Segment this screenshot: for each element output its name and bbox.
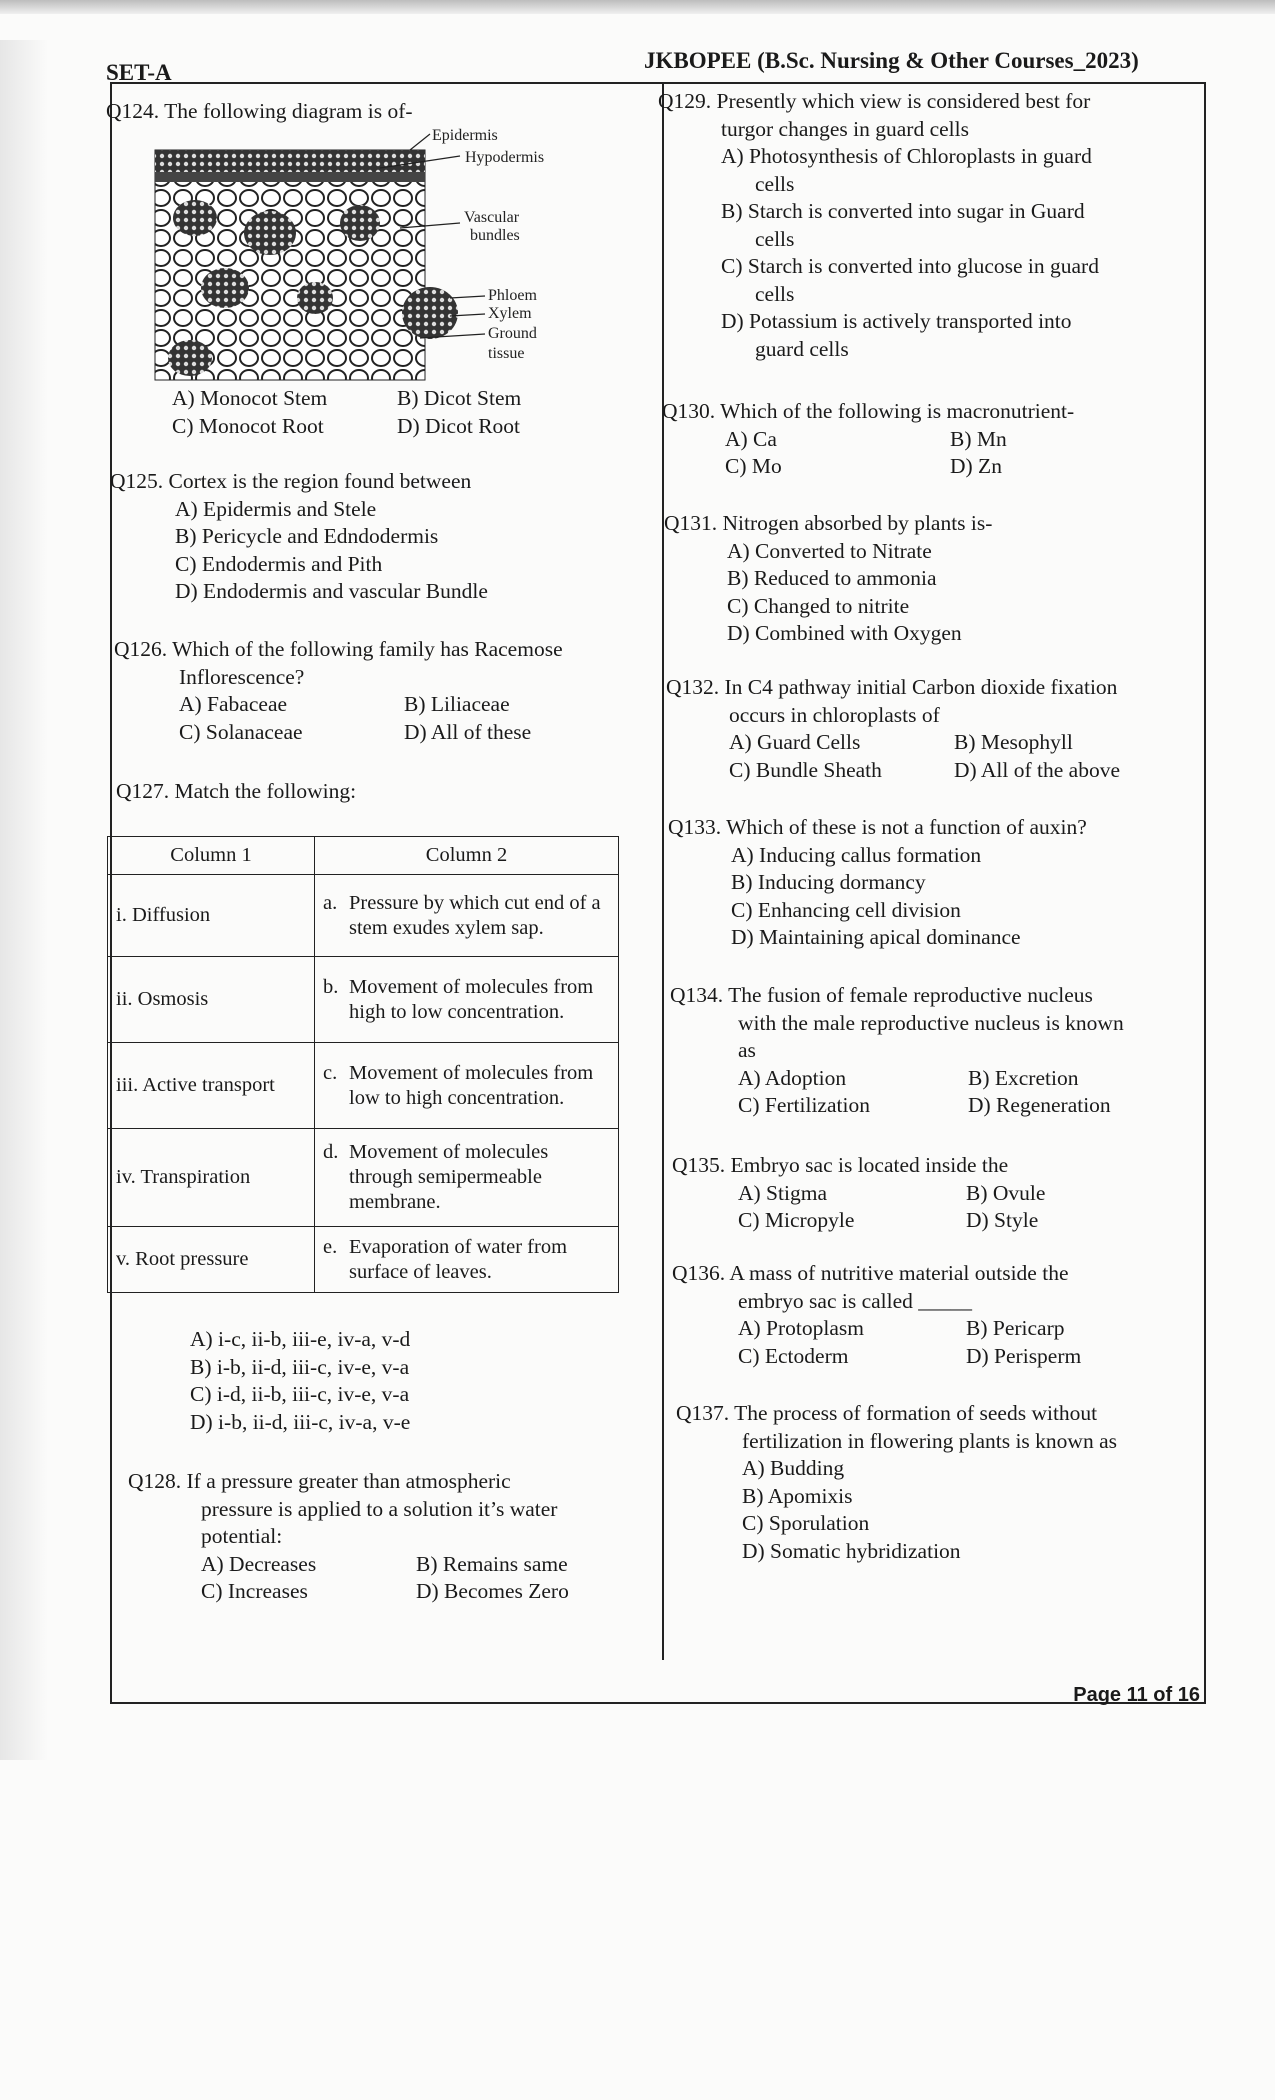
option-c[interactable]: C) Sporulation <box>742 1511 870 1535</box>
question-text: Q136. A mass of nutritive material outside the <box>672 1261 1069 1285</box>
question-131 <box>664 510 992 648</box>
question-124 <box>106 98 413 126</box>
column-1-cell: iv. Transpiration <box>108 1129 315 1227</box>
svg-text:tissue: tissue <box>488 345 525 362</box>
option-a[interactable]: A) Guard Cells <box>729 730 861 754</box>
question-text: Q126. Which of the following family has Racemose <box>114 637 563 661</box>
svg-text:Phloem: Phloem <box>488 287 537 304</box>
question-133 <box>668 814 1087 952</box>
question-text-cont: fertilization in flowering plants is known as <box>742 1428 1117 1453</box>
row-letter: d. <box>323 1141 339 1163</box>
column-1-cell: i. Diffusion <box>108 875 315 957</box>
question-128 <box>128 1468 641 1606</box>
option-d[interactable]: D) Combined with Oxygen <box>727 621 962 645</box>
option-a[interactable]: A) Decreases <box>201 1551 317 1576</box>
option-c[interactable]: C) Micropyle <box>738 1208 855 1232</box>
question-text: Q127. Match the following: <box>116 779 357 803</box>
svg-text:Ground: Ground <box>488 325 537 342</box>
option-a[interactable]: A) Fabaceae <box>179 692 288 716</box>
option-b-cont[interactable]: cells <box>755 226 795 251</box>
question-text-cont: as <box>738 1038 756 1062</box>
option-b[interactable]: B) Mesophyll <box>954 730 1073 754</box>
question-text: Q129. Presently which view is considered best for <box>658 89 1091 113</box>
row-letter: c. <box>323 1061 338 1084</box>
table-header-row <box>108 837 619 875</box>
option-a[interactable]: A) Adoption <box>738 1065 847 1090</box>
question-125 <box>110 468 488 606</box>
svg-text:bundles: bundles <box>470 227 520 244</box>
option-a[interactable]: A) i-c, ii-b, iii-e, iv-a, v-d <box>190 1327 411 1351</box>
option-d[interactable]: D) Potassium is actively transported into <box>721 309 1072 333</box>
table-row <box>108 1129 619 1227</box>
option-d[interactable]: D) Dicot Root <box>397 413 521 438</box>
monocot-stem-diagram <box>150 128 610 388</box>
table-row <box>108 1227 619 1293</box>
column-1-cell: iii. Active transport <box>108 1043 315 1129</box>
column-2-cell: Evaporation of water from surface of leaves. <box>349 1235 568 1283</box>
question-126 <box>114 636 629 746</box>
question-text: Q130. Which of the following is macronutrient- <box>662 399 1075 423</box>
option-c[interactable]: C) Fertilization <box>738 1093 870 1117</box>
question-136 <box>672 1260 1196 1370</box>
question-text: Q137. The process of formation of seeds without <box>676 1401 1098 1425</box>
question-text: Q125. Cortex is the region found between <box>110 469 472 493</box>
option-b[interactable]: B) Apomixis <box>742 1483 853 1508</box>
question-text-cont: embryo sac is called _____ <box>738 1288 973 1313</box>
scan-edge <box>0 0 1275 14</box>
option-d[interactable]: D) Regeneration <box>968 1093 1111 1117</box>
row-letter: b. <box>323 975 339 998</box>
table-row <box>108 1043 619 1129</box>
option-b[interactable]: B) Pericarp <box>966 1316 1065 1340</box>
option-d[interactable]: D) Zn <box>950 454 1002 478</box>
option-d[interactable]: D) All of the above <box>954 757 1120 782</box>
option-d[interactable]: D) All of these <box>404 719 532 744</box>
question-127 <box>116 778 356 806</box>
svg-text:Hypodermis: Hypodermis <box>465 149 545 166</box>
column-1-cell: v. Root pressure <box>108 1227 315 1293</box>
option-b[interactable]: B) Reduced to ammonia <box>727 566 937 590</box>
option-b[interactable]: B) Remains same <box>416 1551 568 1576</box>
option-b[interactable]: B) Inducing dormancy <box>731 870 926 894</box>
option-c[interactable]: C) Endodermis and Pith <box>175 551 383 576</box>
option-b[interactable]: B) Ovule <box>966 1180 1046 1205</box>
question-text-cont: Inflorescence? <box>179 664 305 689</box>
option-a[interactable]: A) Converted to Nitrate <box>727 538 932 563</box>
table-row <box>108 957 619 1043</box>
option-b[interactable]: B) Liliaceae <box>404 692 510 716</box>
set-label: SET-A <box>106 60 172 85</box>
option-b[interactable]: B) Mn <box>950 426 1007 451</box>
option-c[interactable]: C) Increases <box>201 1579 308 1603</box>
svg-text:Xylem: Xylem <box>488 305 532 322</box>
option-c[interactable]: C) Bundle Sheath <box>729 757 882 782</box>
question-text-cont: potential: <box>201 1524 283 1548</box>
option-d[interactable]: D) Somatic hybridization <box>742 1538 961 1563</box>
option-c[interactable]: C) Ectoderm <box>738 1343 849 1368</box>
question-text-cont: turgor changes in guard cells <box>721 116 969 141</box>
option-a[interactable]: A) Ca <box>725 426 777 451</box>
question-129 <box>658 88 1099 363</box>
option-b[interactable]: B) Starch is converted into sugar in Guard <box>721 199 1085 223</box>
option-c[interactable]: C) Mo <box>725 454 782 478</box>
column-1-cell: ii. Osmosis <box>108 957 315 1043</box>
option-d[interactable]: D) Endodermis and vascular Bundle <box>175 579 488 603</box>
match-table <box>107 836 619 1293</box>
option-b[interactable]: B) Pericycle and Edndodermis <box>175 524 439 548</box>
option-d[interactable]: D) Maintaining apical dominance <box>731 925 1021 949</box>
row-letter: e. <box>323 1235 338 1258</box>
option-a[interactable]: A) Monocot Stem <box>172 386 328 410</box>
column-2-cell: Movement of molecules through semipermeable membrane. <box>349 1141 549 1213</box>
question-127-options <box>190 1326 410 1436</box>
question-124-options <box>172 385 622 440</box>
table-row <box>108 875 619 957</box>
question-132 <box>666 674 1179 784</box>
question-text-cont: pressure is applied to a solution it’s water <box>201 1496 558 1521</box>
option-c[interactable]: C) Solanaceae <box>179 719 303 744</box>
option-d[interactable]: D) Perisperm <box>966 1343 1082 1368</box>
option-c[interactable]: C) Monocot Root <box>172 413 324 438</box>
column-2-header: Column 2 <box>315 837 619 875</box>
option-b[interactable]: B) Dicot Stem <box>397 386 522 410</box>
option-a[interactable]: A) Photosynthesis of Chloroplasts in guard <box>721 144 1092 168</box>
option-c[interactable]: C) Changed to nitrite <box>727 593 910 618</box>
question-text: Q132. In C4 pathway initial Carbon dioxide fixation <box>666 675 1118 699</box>
question-135 <box>672 1152 1196 1235</box>
svg-text:Epidermis: Epidermis <box>432 128 498 144</box>
option-c-cont[interactable]: cells <box>755 281 795 306</box>
option-c[interactable]: C) i-d, ii-b, iii-c, iv-e, v-a <box>190 1382 410 1406</box>
column-1-header: Column 1 <box>108 837 315 875</box>
question-text: Q135. Embryo sac is located inside the <box>672 1153 1009 1177</box>
option-d-cont[interactable]: guard cells <box>755 336 849 361</box>
scan-fold-shadow <box>0 40 48 1760</box>
option-a[interactable]: A) Stigma <box>738 1180 827 1205</box>
option-d[interactable]: D) Becomes Zero <box>416 1579 569 1603</box>
question-text-cont: occurs in chloroplasts of <box>729 702 940 727</box>
column-2-cell: Movement of molecules from low to high concentration. <box>349 1061 594 1109</box>
exam-title: JKBOPEE (B.Sc. Nursing & Other Courses_2023) <box>644 48 1139 73</box>
column-2-cell: Pressure by which cut end of a stem exudes xylem sap. <box>349 891 601 939</box>
question-134 <box>670 982 1198 1120</box>
option-a[interactable]: A) Epidermis and Stele <box>175 496 377 521</box>
question-130 <box>662 398 1175 481</box>
option-c[interactable]: C) Starch is converted into glucose in guard <box>721 254 1099 278</box>
question-text-cont: with the male reproductive nucleus is known <box>738 1010 1124 1035</box>
option-c[interactable]: C) Enhancing cell division <box>731 897 961 922</box>
option-d[interactable]: D) Style <box>966 1208 1039 1232</box>
option-a[interactable]: A) Inducing callus formation <box>731 842 982 867</box>
question-text: Q134. The fusion of female reproductive nucleus <box>670 983 1093 1007</box>
question-text: Q131. Nitrogen absorbed by plants is- <box>664 511 993 535</box>
question-text: Q124. The following diagram is of- <box>106 99 413 123</box>
question-text: Q128. If a pressure greater than atmospheric <box>128 1469 511 1493</box>
option-a[interactable]: A) Budding <box>742 1456 845 1480</box>
option-a-cont[interactable]: cells <box>755 171 795 196</box>
option-b[interactable]: B) Excretion <box>968 1065 1079 1090</box>
column-2-cell: Movement of molecules from high to low concentration. <box>349 975 594 1023</box>
question-137 <box>676 1400 1117 1565</box>
option-b[interactable]: B) i-b, ii-d, iii-c, iv-e, v-a <box>190 1354 410 1379</box>
option-d[interactable]: D) i-b, ii-d, iii-c, iv-a, v-e <box>190 1409 411 1434</box>
option-a[interactable]: A) Protoplasm <box>738 1316 865 1340</box>
svg-text:Vascular: Vascular <box>464 209 520 226</box>
question-text: Q133. Which of these is not a function of auxin? <box>668 815 1087 839</box>
row-letter: a. <box>323 891 338 914</box>
page-number: Page 11 of 16 <box>1073 1684 1200 1706</box>
